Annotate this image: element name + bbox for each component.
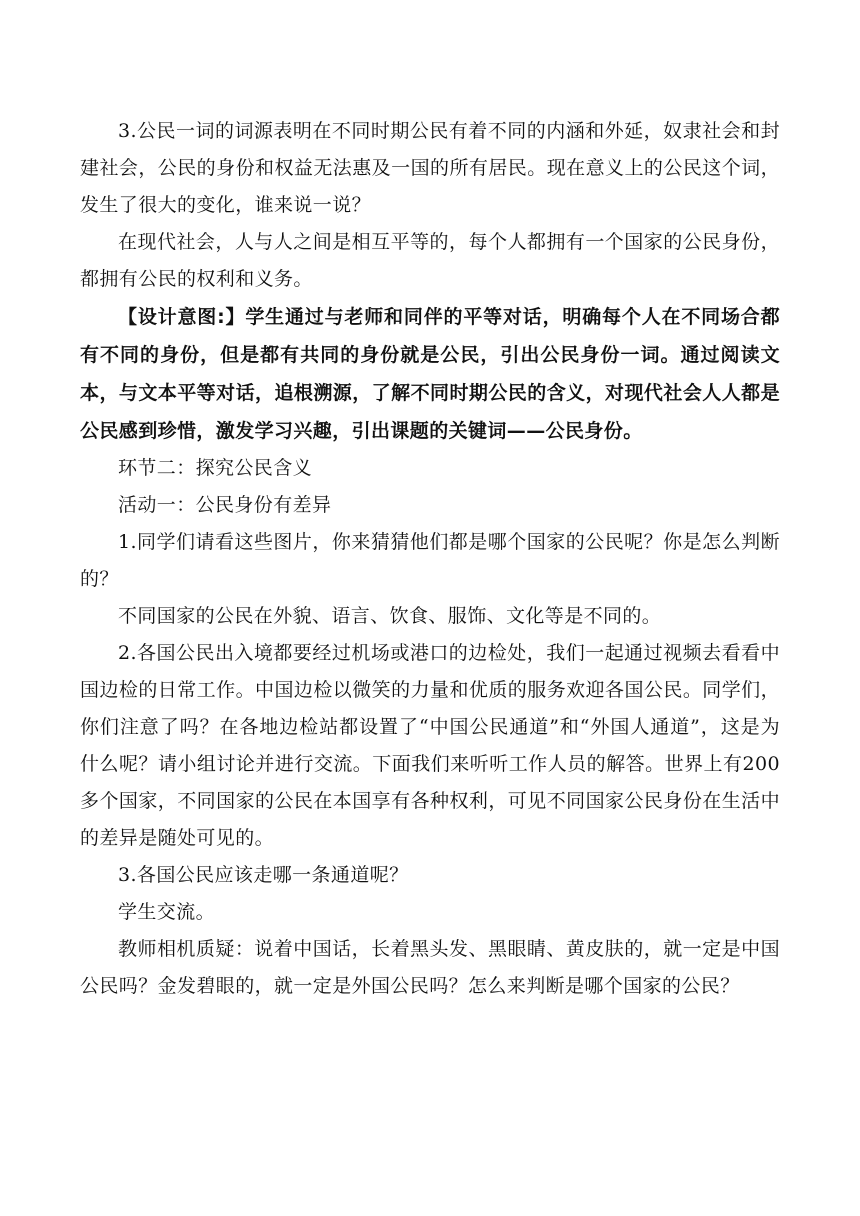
paragraph-design-intent: 【设计意图:】学生通过与老师和同伴的平等对话，明确每个人在不同场合都有不同的身份，但是都有共同的身份就是公民，引出公民身份一词。通过阅读文本，与文本平等对话，追根溯源，了解不同时期公民的含义，对现代社会人人都是公民感到珍惜，激发学习兴趣，引出课题的关键词——公民身份。 <box>80 306 780 442</box>
activity-heading-one: 活动一：公民身份有差异 <box>118 494 332 516</box>
paragraph-channel-question: 3.各国公民应该走哪一条通道呢？ <box>118 864 409 886</box>
section-heading-part-two: 环节二：探究公民含义 <box>118 457 313 479</box>
paragraph-picture-question: 1.同学们请看这些图片，你来猜猜他们都是哪个国家的公民呢？你是怎么判断的？ <box>80 531 780 590</box>
paragraph-differences: 不同国家的公民在外貌、语言、饮食、服饰、文化等是不同的。 <box>118 605 662 627</box>
paragraph-border-inspection: 2.各国公民出入境都要经过机场或港口的边检处，我们一起通过视频去看看中国边检的日常工作。中国边检以微笑的力量和优质的服务欢迎各国公民。同学们，你们注意了吗？在各地边检站都设置了“中国公民通道”和“外国人通道”，这是为什么呢？请小组讨论并进行交流。下面我们来听听工作人员的解答。世界上有200多个国家，不同国家的公民在本国享有各种权利，可见不同国家公民身份在生活中的差异是随处可见的。 <box>80 642 780 849</box>
document-body <box>80 113 780 1005</box>
paragraph-student-exchange: 学生交流。 <box>118 901 216 923</box>
paragraph-teacher-question: 教师相机质疑：说着中国话，长着黑头发、黑眼睛、黄皮肤的，就一定是中国公民吗？金发碧眼的，就一定是外国公民吗？怎么来判断是哪个国家的公民？ <box>80 938 780 997</box>
paragraph-etymology-question: 3.公民一词的词源表明在不同时期公民有着不同的内涵和外延，奴隶社会和封建社会，公民的身份和权益无法惠及一国的所有居民。现在意义上的公民这个词，发生了很大的变化，谁来说一说？ <box>80 120 780 216</box>
paragraph-modern-society: 在现代社会，人与人之间是相互平等的，每个人都拥有一个国家的公民身份，都拥有公民的权利和义务。 <box>80 231 780 290</box>
